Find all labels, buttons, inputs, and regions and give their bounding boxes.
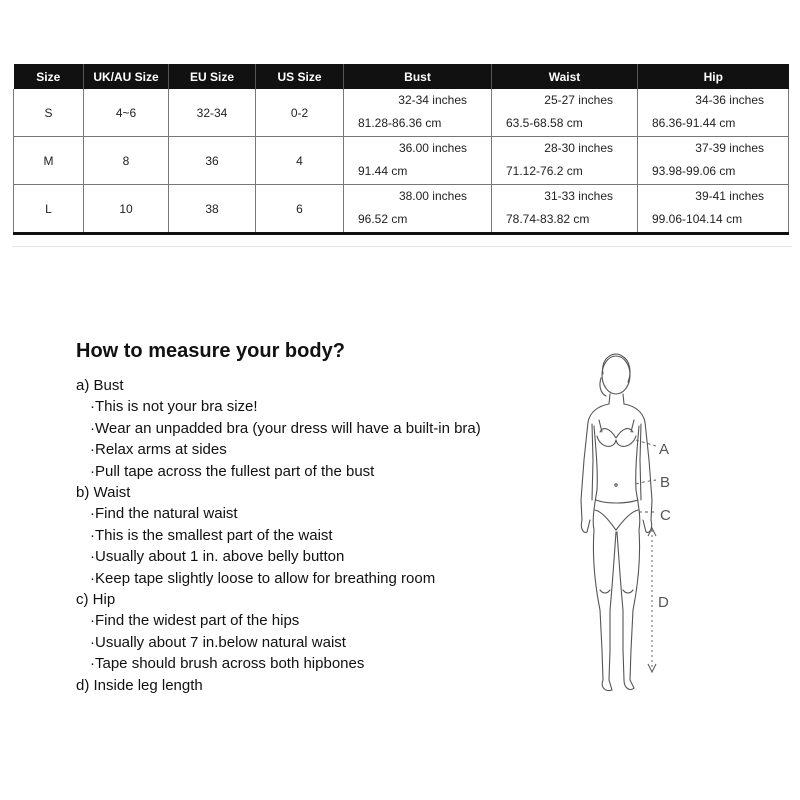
cell-size: S [14, 89, 84, 137]
label-b: B [660, 474, 671, 491]
cell-bust [344, 137, 492, 185]
right-leg-outer [630, 530, 640, 680]
waist-cm: 63.5-68.58 cm [506, 116, 583, 130]
cell-uk-au: 4~6 [84, 89, 169, 137]
torso-right [636, 426, 640, 530]
bust-cm: 91.44 cm [358, 164, 408, 178]
size-chart-table [13, 64, 789, 235]
label-c: C [660, 507, 671, 524]
cell-waist [492, 185, 638, 234]
hair-outline [603, 354, 630, 382]
bust-cm: 81.28-86.36 cm [358, 116, 442, 130]
hip-instruction: · Find the widest part of the hips [76, 610, 546, 631]
header-hip: Hip [638, 64, 789, 89]
bust-inches: 36.00 inches [398, 141, 467, 155]
section-waist-label: b) Waist [76, 484, 131, 502]
bust-instruction: · Pull tape across the fullest part of the bust [76, 461, 546, 482]
waist-inches: 31-33 inches [544, 189, 613, 203]
cell-us: 0-2 [256, 89, 344, 137]
cell-hip [638, 89, 789, 137]
hip-inches: 37-39 inches [695, 141, 764, 155]
waist-guide-line [636, 480, 656, 484]
cell-bust [344, 185, 492, 234]
hip-inches: 34-36 inches [695, 93, 764, 107]
bust-inches: 38.00 inches [398, 189, 467, 203]
bust-instruction: · Relax arms at sides [76, 439, 546, 460]
hip-cm: 93.98-99.06 cm [652, 164, 736, 178]
section-bust-label: a) Bust [76, 377, 124, 394]
cell-eu: 38 [169, 185, 256, 234]
measuring-instructions [76, 375, 546, 696]
cell-waist [492, 137, 638, 185]
cell-bust [344, 89, 492, 137]
label-a: A [659, 441, 670, 458]
bust-cm: 96.52 cm [358, 212, 408, 226]
header-uk-au-size: UK/AU Size [84, 64, 169, 89]
cell-eu: 36 [169, 137, 256, 185]
hip-cm: 86.36-91.44 cm [652, 116, 736, 130]
waist-instruction: · Find the natural waist [76, 503, 546, 524]
cell-us: 6 [256, 185, 344, 234]
cell-us: 4 [256, 137, 344, 185]
header-us-size: US Size [256, 64, 344, 89]
briefs-outline [596, 500, 638, 503]
body-figure-illustration [570, 350, 690, 700]
hip-cm: 99.06-104.14 cm [652, 212, 743, 226]
cell-size: M [14, 137, 84, 185]
left-leg-inner [609, 532, 616, 680]
left-leg-outer [593, 530, 603, 680]
waist-instruction: · Usually about 1 in. above belly button [76, 546, 546, 567]
header-waist: Waist [492, 64, 638, 89]
waist-inches: 28-30 inches [544, 141, 613, 155]
table-row [14, 137, 789, 185]
cell-eu: 32-34 [169, 89, 256, 137]
cell-hip [638, 185, 789, 234]
header-size: Size [14, 64, 84, 89]
cell-uk-au: 8 [84, 137, 169, 185]
label-d: D [658, 594, 669, 611]
cell-size: L [14, 185, 84, 234]
guide-title: How to measure your body? [76, 340, 345, 362]
hip-instruction: · Usually about 7 in.below natural waist [76, 632, 546, 653]
waist-instruction: · This is the smallest part of the waist [76, 525, 546, 546]
bust-inches: 32-34 inches [398, 93, 467, 107]
table-header-row [14, 64, 789, 89]
bust-guide-line [636, 440, 656, 446]
right-leg-inner [617, 532, 624, 680]
header-eu-size: EU Size [169, 64, 256, 89]
bust-instruction: · This is not your bra size! [76, 396, 546, 417]
waist-cm: 71.12-76.2 cm [506, 164, 583, 178]
waist-instruction: · Keep tape slightly loose to allow for breathing room [76, 568, 546, 589]
cell-waist [492, 89, 638, 137]
cell-hip [638, 137, 789, 185]
right-foot [624, 680, 634, 690]
cell-uk-au: 10 [84, 185, 169, 234]
section-inside-leg-label: d) Inside leg length [76, 676, 203, 694]
header-bust: Bust [344, 64, 492, 89]
section-divider [12, 246, 792, 247]
left-foot [602, 680, 612, 691]
waist-cm: 78.74-83.82 cm [506, 212, 590, 226]
table-row [14, 89, 789, 137]
head-outline [602, 356, 630, 394]
bust-instruction: · Wear an unpadded bra (your dress will have a built-in bra) [76, 418, 546, 439]
section-hip-label: c) Hip [76, 591, 116, 609]
table-row [14, 185, 789, 234]
hip-inches: 39-41 inches [695, 189, 764, 203]
torso-left [593, 426, 597, 530]
hip-instruction: · Tape should brush across both hipbones [76, 653, 546, 674]
waist-inches: 25-27 inches [544, 93, 613, 107]
